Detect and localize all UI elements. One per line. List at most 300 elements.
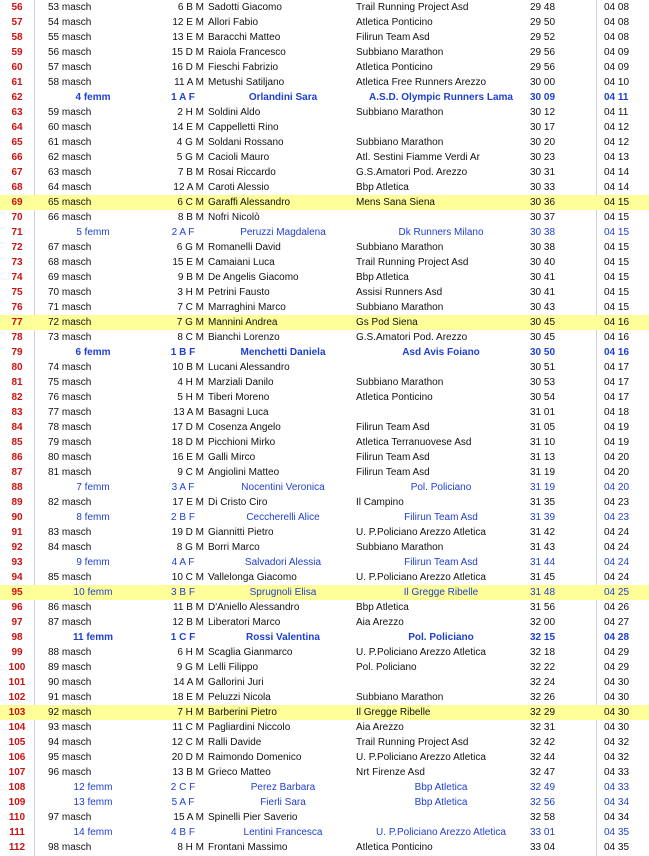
category-rank-cell: 65 masch <box>48 197 92 208</box>
club-cell: Subbiano Marathon <box>356 377 444 388</box>
category-rank-cell: 64 masch <box>48 182 92 193</box>
position-cell: 89 <box>11 497 23 508</box>
finish-time-cell: 30 38 <box>530 227 556 238</box>
club-cell: Subbiano Marathon <box>356 137 444 148</box>
category-rank-cell: 7 femm <box>76 482 110 493</box>
position-cell: 103 <box>8 707 26 718</box>
table-row <box>0 690 649 705</box>
pace-cell: 04 14 <box>604 167 630 178</box>
pace-cell: 04 33 <box>604 767 630 778</box>
category-rank-cell: 85 masch <box>48 572 92 583</box>
athlete-name-cell: Grieco Matteo <box>208 767 271 778</box>
class-rank-cell: 6 H M <box>177 647 204 658</box>
athlete-name-cell: Menchetti Daniela <box>240 347 326 358</box>
category-rank-cell: 53 masch <box>48 2 92 13</box>
club-cell: Atletica Terranuovese Asd <box>356 437 472 448</box>
category-rank-cell: 76 masch <box>48 392 92 403</box>
athlete-name-cell: Perez Barbara <box>250 782 316 793</box>
table-row <box>0 540 649 555</box>
class-rank-cell: 16 E M <box>172 452 204 463</box>
class-rank-cell: 3 A F <box>171 482 195 493</box>
category-rank-cell: 66 masch <box>48 212 92 223</box>
table-row <box>0 30 649 45</box>
finish-time-cell: 30 43 <box>530 302 556 313</box>
position-cell: 85 <box>11 437 23 448</box>
position-cell: 99 <box>11 647 23 658</box>
club-cell: Bbp Atletica <box>414 782 468 793</box>
finish-time-cell: 30 36 <box>530 197 556 208</box>
pace-cell: 04 27 <box>604 617 630 628</box>
class-rank-cell: 10 C M <box>171 572 204 583</box>
table-row <box>0 255 649 270</box>
pace-cell: 04 28 <box>604 632 630 643</box>
category-rank-cell: 54 masch <box>48 17 92 28</box>
athlete-name-cell: Lelli Filippo <box>208 662 259 673</box>
athlete-name-cell: Sprugnoli Elisa <box>249 587 317 598</box>
class-rank-cell: 6 G M <box>176 242 204 253</box>
class-rank-cell: 12 E M <box>172 17 204 28</box>
finish-time-cell: 30 54 <box>530 392 556 403</box>
position-cell: 110 <box>8 812 26 823</box>
class-rank-cell: 12 A M <box>173 182 204 193</box>
finish-time-cell: 29 56 <box>530 47 556 58</box>
athlete-name-cell: D'Aniello Alessandro <box>208 602 300 613</box>
category-rank-cell: 77 masch <box>48 407 92 418</box>
athlete-name-cell: Sadotti Giacomo <box>208 2 282 13</box>
class-rank-cell: 5 G M <box>176 152 204 163</box>
class-rank-cell: 4 B F <box>171 827 195 838</box>
table-row <box>0 75 649 90</box>
club-cell: Subbiano Marathon <box>356 242 444 253</box>
table-row <box>0 750 649 765</box>
position-cell: 80 <box>11 362 23 373</box>
category-rank-cell: 12 femm <box>73 782 113 793</box>
category-rank-cell: 93 masch <box>48 722 92 733</box>
club-cell: Subbiano Marathon <box>356 47 444 58</box>
pace-cell: 04 29 <box>604 662 630 673</box>
table-row <box>0 195 649 210</box>
athlete-name-cell: Borri Marco <box>208 542 260 553</box>
category-rank-cell: 94 masch <box>48 737 92 748</box>
athlete-name-cell: Tiberi Moreno <box>208 392 270 403</box>
pace-cell: 04 19 <box>604 422 630 433</box>
category-rank-cell: 70 masch <box>48 287 92 298</box>
class-rank-cell: 1 A F <box>171 92 195 103</box>
club-cell: Atletica Free Runners Arezzo <box>356 77 487 88</box>
pace-cell: 04 15 <box>604 257 630 268</box>
club-cell: Atletica Ponticino <box>356 17 433 28</box>
finish-time-cell: 30 31 <box>530 167 556 178</box>
pace-cell: 04 11 <box>604 107 629 118</box>
pace-cell: 04 08 <box>604 2 630 13</box>
table-row <box>0 225 649 240</box>
class-rank-cell: 2 C F <box>170 782 196 793</box>
pace-cell: 04 08 <box>604 32 630 43</box>
finish-time-cell: 32 44 <box>530 752 556 763</box>
category-rank-cell: 84 masch <box>48 542 92 553</box>
table-row <box>0 675 649 690</box>
pace-cell: 04 13 <box>604 152 630 163</box>
pace-cell: 04 32 <box>604 752 630 763</box>
position-cell: 104 <box>8 722 26 733</box>
class-rank-cell: 9 B M <box>177 272 204 283</box>
position-cell: 96 <box>11 602 23 613</box>
athlete-name-cell: Romanelli David <box>208 242 281 253</box>
pace-cell: 04 25 <box>604 587 630 598</box>
table-row <box>0 315 649 330</box>
category-rank-cell: 57 masch <box>48 62 92 73</box>
position-cell: 108 <box>8 782 26 793</box>
category-rank-cell: 68 masch <box>48 257 92 268</box>
position-cell: 79 <box>11 347 23 358</box>
club-cell: Atletica Ponticino <box>356 392 433 403</box>
finish-time-cell: 30 12 <box>530 107 556 118</box>
athlete-name-cell: Petrini Fausto <box>208 287 270 298</box>
pace-cell: 04 33 <box>604 782 630 793</box>
category-rank-cell: 79 masch <box>48 437 92 448</box>
pace-cell: 04 20 <box>604 467 630 478</box>
table-row <box>0 645 649 660</box>
class-rank-cell: 2 H M <box>177 107 204 118</box>
class-rank-cell: 15 E M <box>172 257 204 268</box>
club-cell: Aia Arezzo <box>356 617 404 628</box>
position-cell: 73 <box>11 257 23 268</box>
club-cell <box>356 210 526 225</box>
position-cell: 67 <box>11 167 23 178</box>
category-rank-cell: 61 masch <box>48 137 92 148</box>
finish-time-cell: 32 26 <box>530 692 556 703</box>
category-rank-cell: 89 masch <box>48 662 92 673</box>
club-cell: Filirun Team Asd <box>356 422 430 433</box>
position-cell: 95 <box>11 587 23 598</box>
class-rank-cell: 3 B F <box>171 587 195 598</box>
table-row <box>0 600 649 615</box>
category-rank-cell: 59 masch <box>48 107 92 118</box>
category-rank-cell: 86 masch <box>48 602 92 613</box>
club-cell: Filirun Team Asd <box>356 452 430 463</box>
table-row <box>0 0 649 15</box>
position-cell: 77 <box>11 317 23 328</box>
table-row <box>0 525 649 540</box>
athlete-name-cell: Vallelonga Giacomo <box>208 572 297 583</box>
club-cell: Filirun Team Asd <box>356 467 430 478</box>
athlete-name-cell: Picchioni Mirko <box>208 437 276 448</box>
athlete-name-cell: Rossi Valentina <box>246 632 320 643</box>
club-cell: Dk Runners Milano <box>398 227 484 238</box>
position-cell: 63 <box>11 107 23 118</box>
position-cell: 98 <box>11 632 23 643</box>
athlete-name-cell: Caroti Alessio <box>208 182 270 193</box>
athlete-name-cell: Nofri Nicolò <box>208 212 260 223</box>
class-rank-cell: 8 H M <box>177 842 204 853</box>
position-cell: 58 <box>11 32 23 43</box>
class-rank-cell: 5 H M <box>177 392 204 403</box>
club-cell <box>356 120 526 135</box>
table-row <box>0 330 649 345</box>
class-rank-cell: 2 A F <box>171 227 195 238</box>
athlete-name-cell: Fieschi Fabrizio <box>208 62 279 73</box>
athlete-name-cell: Lucani Alessandro <box>208 362 290 373</box>
table-row <box>0 90 649 105</box>
pace-cell: 04 16 <box>604 317 630 328</box>
athlete-name-cell: Ralli Davide <box>208 737 262 748</box>
position-cell: 64 <box>11 122 23 133</box>
position-cell: 82 <box>11 392 23 403</box>
class-rank-cell: 8 C M <box>177 332 204 343</box>
athlete-name-cell: Di Cristo Ciro <box>208 497 268 508</box>
club-cell: Filirun Team Asd <box>404 512 478 523</box>
table-row <box>0 630 649 645</box>
table-row <box>0 120 649 135</box>
finish-time-cell: 32 29 <box>530 707 556 718</box>
table-row <box>0 405 649 420</box>
pace-cell: 04 35 <box>604 842 630 853</box>
finish-time-cell: 29 48 <box>530 2 556 13</box>
finish-time-cell: 31 39 <box>530 512 556 523</box>
pace-cell: 04 24 <box>604 572 630 583</box>
finish-time-cell: 30 17 <box>530 122 556 133</box>
finish-time-cell: 30 45 <box>530 317 556 328</box>
pace-cell: 04 30 <box>604 677 630 688</box>
club-cell: Bbp Atletica <box>356 182 409 193</box>
club-cell: Gs Pod Siena <box>356 317 418 328</box>
table-row <box>0 390 649 405</box>
pace-cell: 04 35 <box>604 827 630 838</box>
table-row <box>0 585 649 600</box>
table-row <box>0 165 649 180</box>
athlete-name-cell: Spinelli Pier Saverio <box>208 812 298 823</box>
finish-time-cell: 32 24 <box>530 677 556 688</box>
category-rank-cell: 83 masch <box>48 527 92 538</box>
pace-cell: 04 26 <box>604 602 630 613</box>
position-cell: 68 <box>11 182 23 193</box>
table-row <box>0 135 649 150</box>
athlete-name-cell: Raimondo Domenico <box>208 752 302 763</box>
class-rank-cell: 7 C M <box>177 302 204 313</box>
club-cell: G.S.Amatori Pod. Arezzo <box>356 167 468 178</box>
category-rank-cell: 88 masch <box>48 647 92 658</box>
category-rank-cell: 63 masch <box>48 167 92 178</box>
club-cell: Subbiano Marathon <box>356 107 444 118</box>
class-rank-cell: 4 H M <box>177 377 204 388</box>
pace-cell: 04 15 <box>604 272 630 283</box>
club-cell: Subbiano Marathon <box>356 692 444 703</box>
club-cell: G.S.Amatori Pod. Arezzo <box>356 332 468 343</box>
table-row <box>0 15 649 30</box>
pace-cell: 04 29 <box>604 647 630 658</box>
athlete-name-cell: Raiola Francesco <box>208 47 286 58</box>
table-row <box>0 150 649 165</box>
athlete-name-cell: Cappelletti Rino <box>208 122 279 133</box>
class-rank-cell: 15 D M <box>171 47 204 58</box>
finish-time-cell: 30 51 <box>530 362 556 373</box>
class-rank-cell: 2 B F <box>171 512 195 523</box>
table-row <box>0 480 649 495</box>
table-row <box>0 360 649 375</box>
table-row <box>0 720 649 735</box>
category-rank-cell: 5 femm <box>76 227 110 238</box>
category-rank-cell: 91 masch <box>48 692 92 703</box>
position-cell: 97 <box>11 617 23 628</box>
class-rank-cell: 14 E M <box>172 122 204 133</box>
class-rank-cell: 18 E M <box>172 692 204 703</box>
table-row <box>0 780 649 795</box>
position-cell: 74 <box>11 272 23 283</box>
class-rank-cell: 9 C M <box>177 467 204 478</box>
table-row <box>0 765 649 780</box>
table-row <box>0 270 649 285</box>
finish-time-cell: 31 48 <box>530 587 556 598</box>
category-rank-cell: 10 femm <box>73 587 113 598</box>
position-cell: 112 <box>8 842 26 853</box>
table-row <box>0 660 649 675</box>
finish-time-cell: 30 09 <box>530 92 556 103</box>
pace-cell: 04 32 <box>604 737 630 748</box>
club-cell: Assisi Runners Asd <box>356 287 443 298</box>
category-rank-cell: 13 femm <box>73 797 113 808</box>
club-cell: U. P.Policiano Arezzo Atletica <box>356 647 486 658</box>
pace-cell: 04 15 <box>604 287 630 298</box>
finish-time-cell: 30 38 <box>530 242 556 253</box>
athlete-name-cell: Metushi Satiljano <box>208 77 285 88</box>
finish-time-cell: 31 19 <box>530 467 556 478</box>
pace-cell: 04 11 <box>604 92 629 103</box>
pace-cell: 04 15 <box>604 227 630 238</box>
finish-time-cell: 31 43 <box>530 542 556 553</box>
position-cell: 71 <box>11 227 23 238</box>
table-row <box>0 570 649 585</box>
club-cell: Subbiano Marathon <box>356 542 444 553</box>
pace-cell: 04 24 <box>604 527 630 538</box>
class-rank-cell: 1 C F <box>170 632 196 643</box>
pace-cell: 04 12 <box>604 122 630 133</box>
pace-cell: 04 17 <box>604 377 630 388</box>
position-cell: 90 <box>11 512 23 523</box>
club-cell: Atletica Ponticino <box>356 842 433 853</box>
category-rank-cell: 67 masch <box>48 242 92 253</box>
athlete-name-cell: Liberatori Marco <box>208 617 281 628</box>
class-rank-cell: 8 B M <box>177 212 204 223</box>
class-rank-cell: 7 G M <box>176 317 204 328</box>
athlete-name-cell: Rosai Riccardo <box>208 167 276 178</box>
category-rank-cell: 98 masch <box>48 842 92 853</box>
position-cell: 62 <box>11 92 23 103</box>
finish-time-cell: 32 42 <box>530 737 556 748</box>
athlete-name-cell: Peruzzi Magdalena <box>240 227 326 238</box>
position-cell: 61 <box>11 77 23 88</box>
athlete-name-cell: Orlandini Sara <box>248 92 318 103</box>
class-rank-cell: 14 A M <box>173 677 204 688</box>
class-rank-cell: 5 A F <box>171 797 195 808</box>
class-rank-cell: 11 B M <box>173 602 204 613</box>
table-row <box>0 60 649 75</box>
table-row <box>0 45 649 60</box>
finish-time-cell: 32 49 <box>530 782 556 793</box>
athlete-name-cell: Ceccherelli Alice <box>246 512 320 523</box>
table-row <box>0 435 649 450</box>
category-rank-cell: 58 masch <box>48 77 92 88</box>
table-row <box>0 510 649 525</box>
pace-cell: 04 16 <box>604 332 630 343</box>
pace-cell: 04 08 <box>604 17 630 28</box>
club-cell: U. P.Policiano Arezzo Atletica <box>356 572 486 583</box>
finish-time-cell: 30 23 <box>530 152 556 163</box>
finish-time-cell: 30 33 <box>530 182 556 193</box>
class-rank-cell: 3 H M <box>177 287 204 298</box>
pace-cell: 04 19 <box>604 437 630 448</box>
pace-cell: 04 30 <box>604 722 630 733</box>
athlete-name-cell: Lentini Francesca <box>243 827 323 838</box>
table-row <box>0 735 649 750</box>
table-row <box>0 840 649 855</box>
category-rank-cell: 72 masch <box>48 317 92 328</box>
athlete-name-cell: Marraghini Marco <box>208 302 286 313</box>
class-rank-cell: 6 B M <box>177 2 204 13</box>
class-rank-cell: 4 G M <box>176 137 204 148</box>
table-row <box>0 420 649 435</box>
athlete-name-cell: Frontani Massimo <box>208 842 288 853</box>
finish-time-cell: 29 50 <box>530 17 556 28</box>
pace-cell: 04 09 <box>604 47 630 58</box>
athlete-name-cell: Fierli Sara <box>260 797 306 808</box>
position-cell: 88 <box>11 482 23 493</box>
position-cell: 59 <box>11 47 23 58</box>
club-cell: Trail Running Project Asd <box>356 737 469 748</box>
category-rank-cell: 56 masch <box>48 47 92 58</box>
position-cell: 86 <box>11 452 23 463</box>
position-cell: 60 <box>11 62 23 73</box>
athlete-name-cell: Gallorini Juri <box>208 677 264 688</box>
finish-time-cell: 29 52 <box>530 32 556 43</box>
club-cell: Mens Sana Siena <box>356 197 435 208</box>
table-row <box>0 180 649 195</box>
category-rank-cell: 96 masch <box>48 767 92 778</box>
club-cell: Filirun Team Asd <box>404 557 478 568</box>
category-rank-cell: 11 femm <box>72 632 114 643</box>
athlete-name-cell: Pagliardini Niccolo <box>208 722 291 733</box>
table-row <box>0 210 649 225</box>
class-rank-cell: 13 E M <box>172 32 204 43</box>
position-cell: 100 <box>8 662 26 673</box>
position-cell: 101 <box>8 677 26 688</box>
class-rank-cell: 7 H M <box>177 707 204 718</box>
table-row <box>0 810 649 825</box>
club-cell: Nrt Firenze Asd <box>356 767 425 778</box>
pace-cell: 04 23 <box>604 497 630 508</box>
athlete-name-cell: Basagni Luca <box>208 407 269 418</box>
position-cell: 94 <box>11 572 23 583</box>
position-cell: 72 <box>11 242 23 253</box>
pace-cell: 04 24 <box>604 542 630 553</box>
finish-time-cell: 30 40 <box>530 257 556 268</box>
club-cell: Trail Running Project Asd <box>356 2 469 13</box>
club-cell: Filirun Team Asd <box>356 32 430 43</box>
club-cell: Asd Avis Foiano <box>402 347 480 358</box>
athlete-name-cell: Allori Fabio <box>208 17 259 28</box>
category-rank-cell: 4 femm <box>75 92 111 103</box>
finish-time-cell: 33 01 <box>530 827 556 838</box>
finish-time-cell: 30 41 <box>530 272 556 283</box>
club-cell: Bbp Atletica <box>356 272 409 283</box>
pace-cell: 04 15 <box>604 197 630 208</box>
pace-cell: 04 23 <box>604 512 630 523</box>
class-rank-cell: 20 D M <box>171 752 204 763</box>
pace-cell: 04 09 <box>604 62 630 73</box>
finish-time-cell: 32 22 <box>530 662 556 673</box>
club-cell: Pol. Policiano <box>356 662 417 673</box>
category-rank-cell: 6 femm <box>75 347 111 358</box>
class-rank-cell: 16 D M <box>171 62 204 73</box>
